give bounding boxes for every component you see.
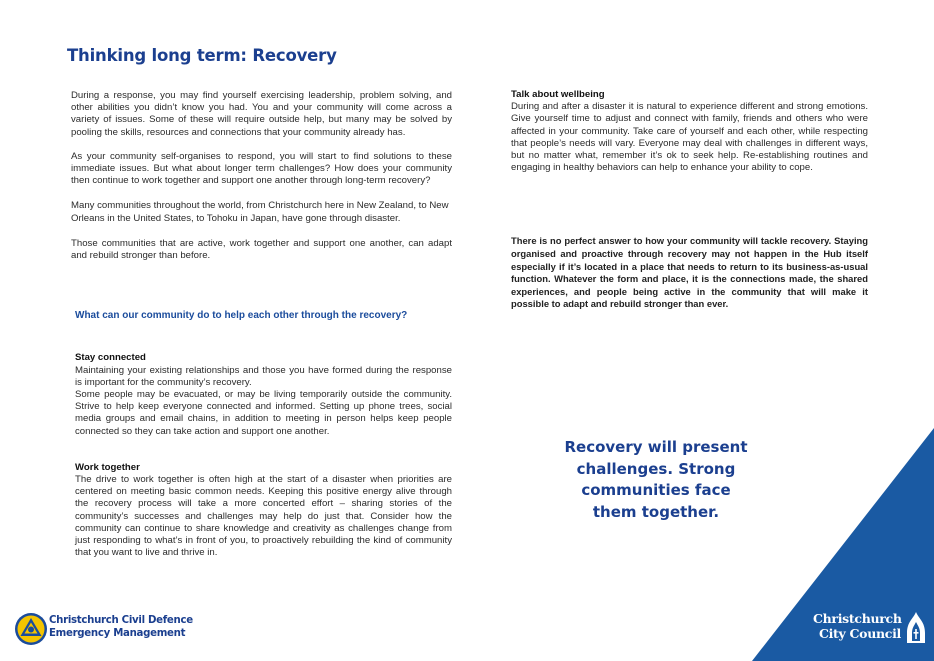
council-logo-text <box>813 612 901 641</box>
intro-paragraph-3: Many communities throughout the world, from Christchurch here in New Zealand, to New Orleans in the United States, to Tohoku in Japan, have gone through disaster. <box>71 200 449 224</box>
right-column <box>511 89 868 311</box>
work-together-heading: Work together <box>75 461 140 473</box>
cathedral-logo-icon <box>903 611 929 645</box>
cdem-name-line-2: Emergency Management <box>49 627 186 639</box>
stay-connected-heading: Stay connected <box>75 352 146 364</box>
stay-connected-text-2: Some people may be evacuated, or may be living temporarily outside the community. Strive to help keep everyone connected and informed. Setting up phone trees, social media groups and email chains, in addition to meeting in person helps keep people connected so they can take action and support one another. <box>75 389 452 437</box>
intro-paragraph-2: As your community self-organises to respond, you will start to find solutions to these immediate issues. But what about longer term challenges? How does your community then continue to work together and support one another through long-term recovery? <box>71 150 452 187</box>
wellbeing-text: During and after a disaster it is natural to experience different and strong emotions. Give yourself time to adjust and connect with family, friends and others who were affected in your community. Take care of yourself and each other, while respecting that people’s needs will vary. Everyone may deal with challenges in different ways, but no matter what, remember it’s ok to seek help. Re-establishing routines and engaging in healthy behaviors can help to enhance your ability to cope. <box>511 101 868 174</box>
council-name-line-1: Christchurch <box>813 611 902 626</box>
left-column <box>71 90 452 559</box>
page-title: Thinking long term: Recovery <box>67 46 337 65</box>
civil-defence-triangle-icon <box>14 612 48 646</box>
intro-paragraph-1: During a response, you may find yourself exercising leadership, problem solving, and other abilities you didn’t know you had. You and your community will come across a variety of issues. Some of these will require outside help, but many may be solved by pooling the skills, resources and connections that your community already has. <box>71 90 452 138</box>
intro-paragraph-4: Those communities that are active, work together and support one another, can adapt and rebuild stronger than before. <box>71 237 452 262</box>
council-name-line-2: City Council <box>818 625 901 641</box>
wellbeing-heading: Talk about wellbeing <box>511 89 605 100</box>
work-together-section <box>75 462 452 560</box>
stay-connected-section <box>75 352 452 437</box>
callout-quote: Recovery will present challenges. Strong communities face them together. <box>564 438 748 521</box>
work-together-text: The drive to work together is often high at the start of a disaster when priorities are centered on meeting basic common needs. Keeping this positive energy alive through the recovery process will take a more concerted effort – sharing stories of the community’s successes and challenges may help do just that. Consider how the community can continue to share knowledge and creativity as challenges change from just responding to what’s in front of you, to proactively rebuilding the kind of community that you want to live and thrive in. <box>75 474 452 559</box>
cdem-name-line-1: Christchurch Civil Defence <box>49 615 193 626</box>
cdem-logo-text <box>49 615 193 640</box>
closing-paragraph: There is no perfect answer to how your community will tackle recovery. Staying organised and proactive through recovery may not happen in the Hub itself especially if it’s located in a place that needs to return to its business-as-usual function. Whatever the form and place, it is the connections made, the shared experiences, and people being active in the community that will make it possible to adapt and rebuild stronger than ever. <box>511 235 868 310</box>
stay-connected-text-1: Maintaining your existing relationships and those you have formed during the response is important for the community’s recovery. <box>75 364 452 388</box>
question-heading: What can our community do to help each other through the recovery? <box>75 310 408 322</box>
